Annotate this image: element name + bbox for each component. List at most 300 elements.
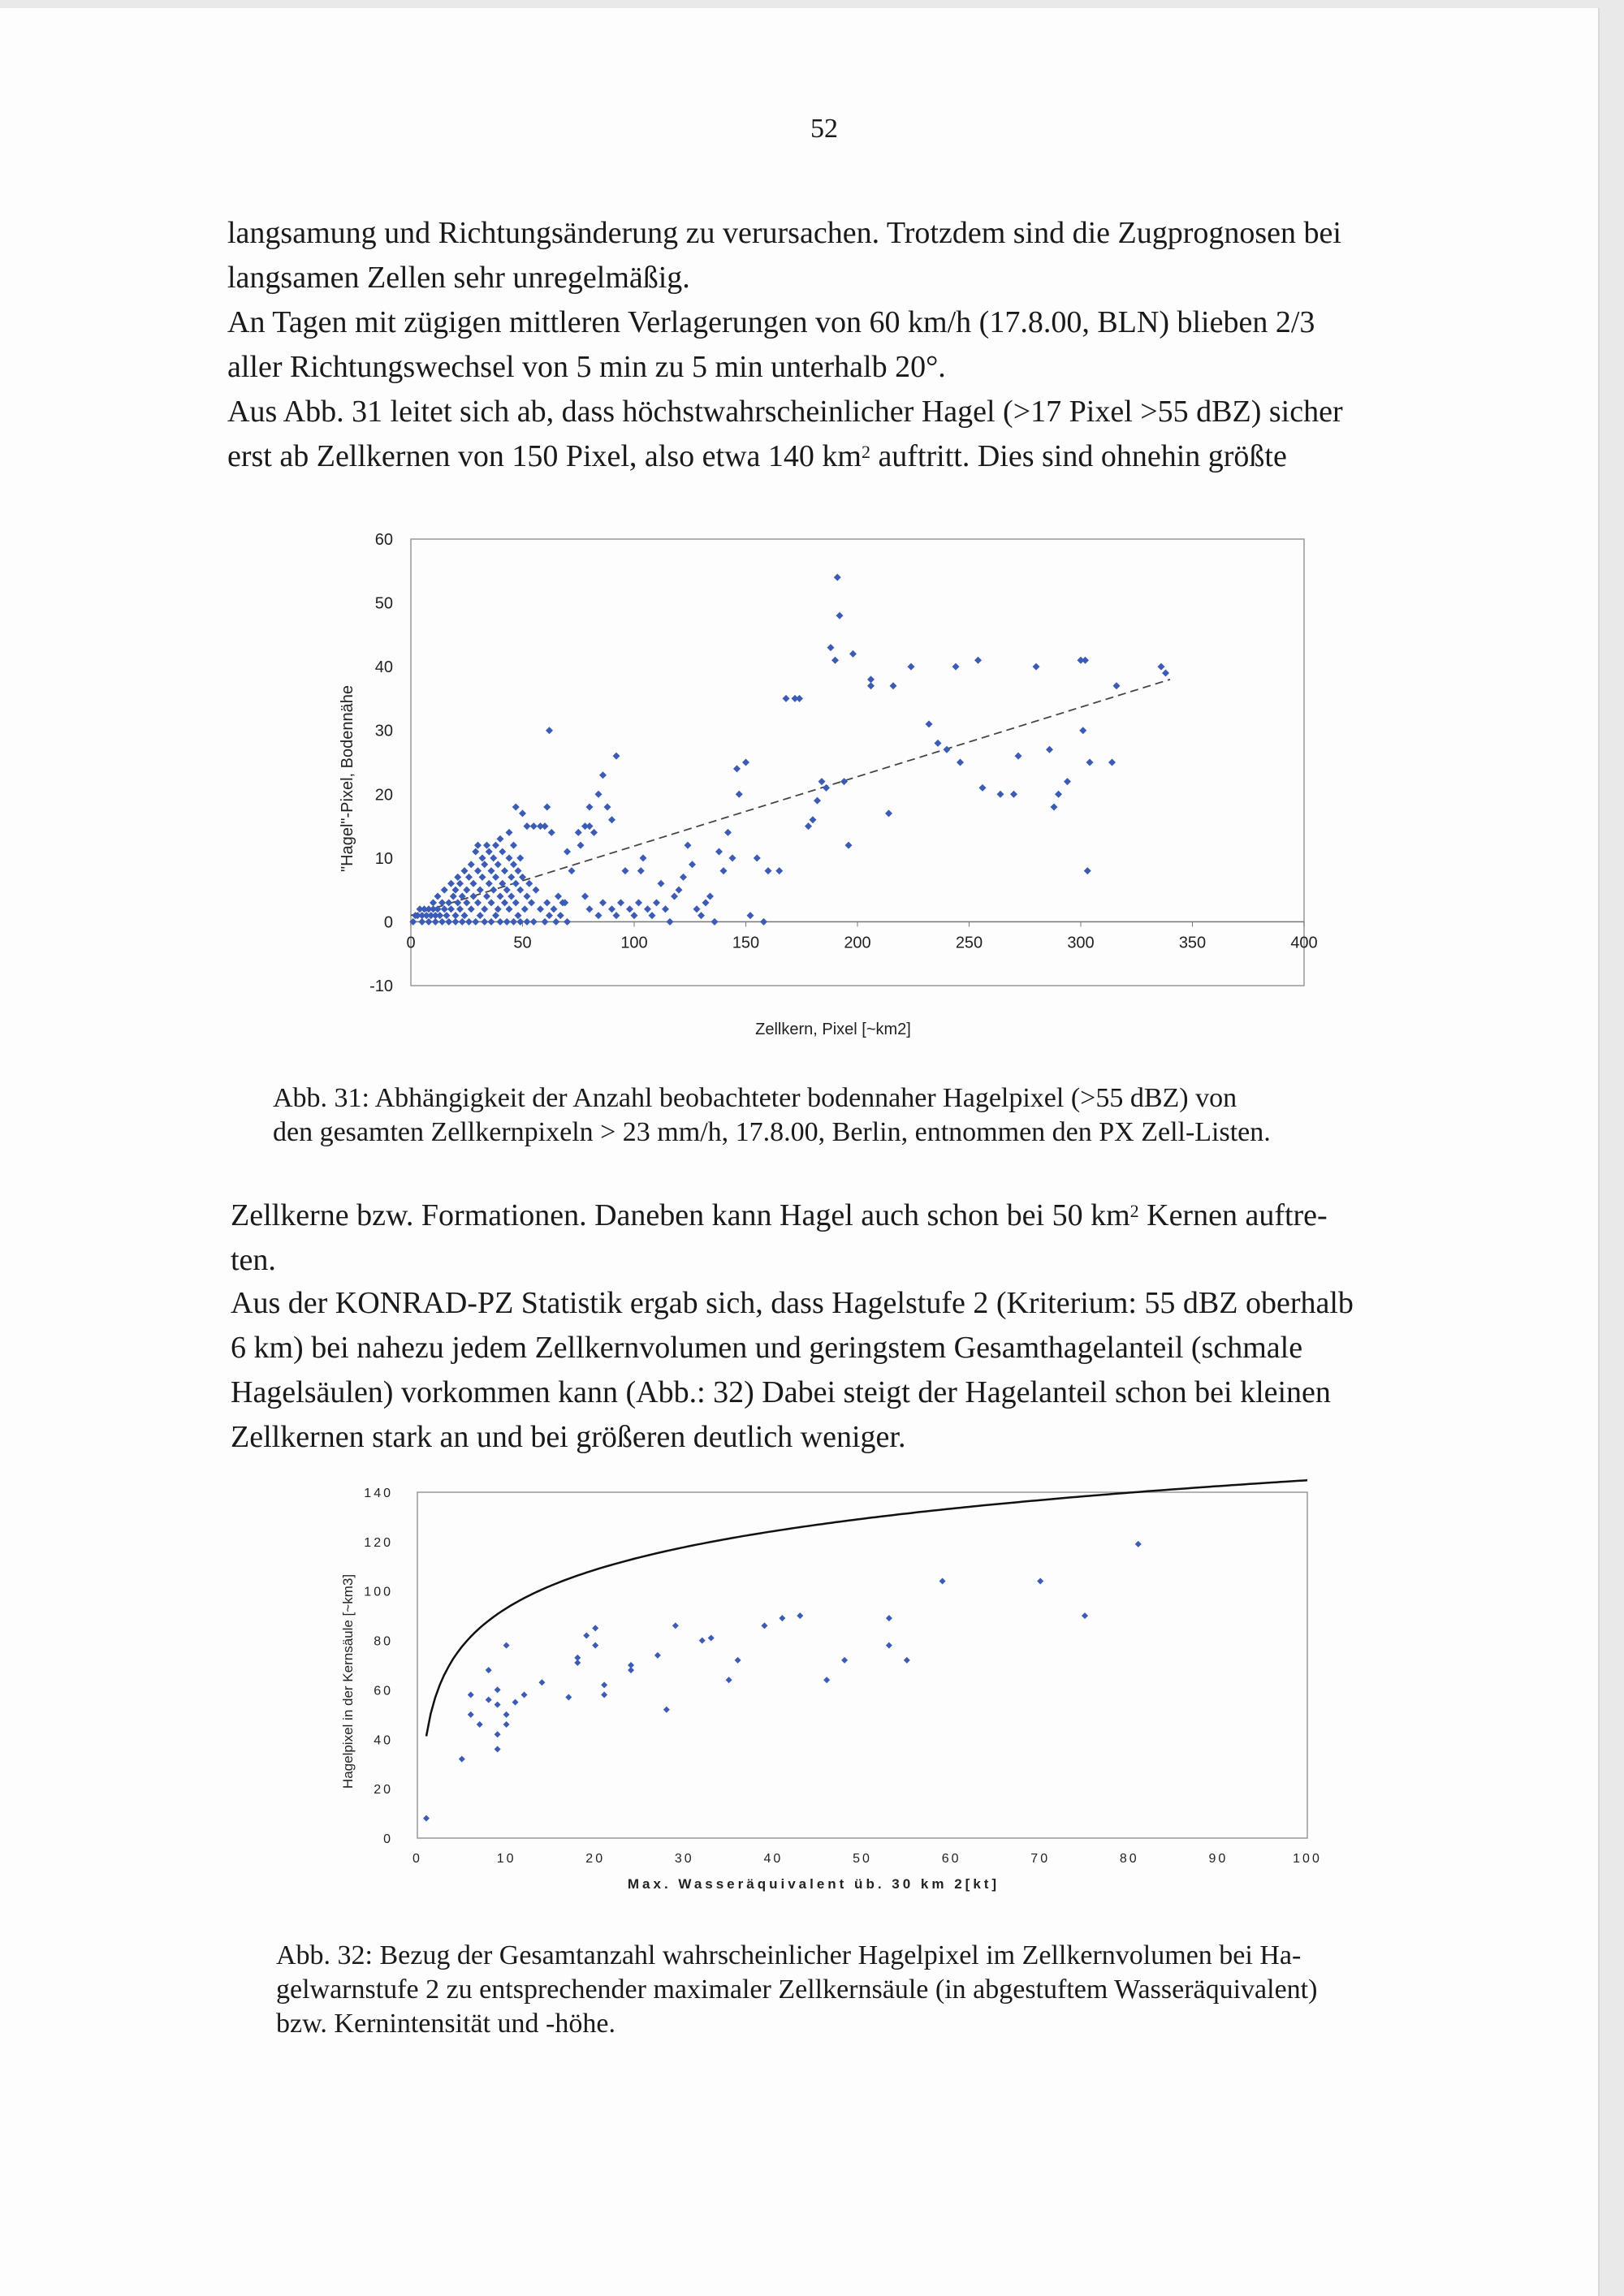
data-point [477,1721,483,1728]
data-point [486,1667,492,1673]
paragraph-4 [231,1193,1432,1283]
data-point [481,918,488,926]
data-point [693,905,701,913]
text-line: gelwarnstufe 2 zu entsprechender maximaler Zellkernsäule (in abgestuftem Wasseräquivalent) [276,1974,1318,2005]
data-point [495,861,502,868]
data-point [546,912,553,919]
data-point [698,912,705,919]
data-point [510,861,517,868]
data-point [827,644,835,651]
data-point [552,918,559,926]
data-point [423,1815,430,1822]
data-point [468,1711,474,1718]
data-point [479,854,486,861]
data-point [783,695,790,702]
data-point [805,822,812,830]
data-point [1046,746,1053,753]
y-tick-label: 10 [374,849,393,868]
data-point [1064,778,1071,785]
data-point [501,867,508,874]
x-tick-label: 100 [620,934,648,952]
data-point [516,887,524,894]
data-point [445,918,452,926]
data-point [508,893,515,900]
data-point [867,682,875,689]
data-point [890,682,897,689]
data-point [735,1657,741,1664]
data-point [495,905,502,913]
data-point [760,918,767,926]
data-point [495,1746,501,1752]
data-point [775,867,783,874]
data-point [586,905,594,913]
data-point [506,905,513,913]
data-point [957,759,964,766]
data-point [599,899,607,906]
x-tick-label: 100 [1293,1852,1322,1866]
data-point [495,1731,501,1737]
data-point [447,905,455,913]
data-point [486,848,493,856]
data-point [510,918,517,926]
data-point [667,918,674,926]
data-point [761,1622,767,1629]
data-point [501,899,508,906]
text-line: 6 km) bei nahezu jedem Zellkernvolumen und geringstem Gesamthagelanteil (schmale [231,1331,1303,1365]
data-point [472,918,479,926]
data-point [461,912,469,919]
y-tick-label: 20 [374,786,393,805]
data-point [797,1612,803,1619]
data-point [564,918,571,926]
data-point [530,822,538,830]
data-point [586,804,594,811]
data-point [499,848,506,856]
data-point [425,918,433,926]
text-line: bzw. Kernintensität und -höhe. [276,2009,615,2039]
data-point [1037,1578,1043,1585]
data-point [836,612,844,619]
text-line: An Tagen mit zügigen mittleren Verlagerungen von 60 km/h (17.8.00, BLN) blieben 2/3 [227,305,1315,339]
data-point [438,899,446,906]
paragraph-3 [227,390,1429,479]
data-point [577,842,585,849]
data-point [488,899,495,906]
data-point [613,912,620,919]
data-point [592,1625,598,1631]
data-point [565,1694,572,1701]
data-point [601,1681,607,1688]
data-point [1135,1541,1142,1547]
caption-figure-32 [276,1939,1437,2041]
data-point [503,1711,510,1718]
x-tick-label: 300 [1067,934,1095,952]
data-point [512,899,520,906]
data-point [479,874,486,881]
data-point [454,899,461,906]
data-point [637,867,645,874]
data-point [430,899,437,906]
data-point [663,1707,670,1713]
x-tick-label: 150 [732,934,760,952]
data-point [468,1692,474,1698]
data-point [997,791,1004,798]
data-point [676,887,683,894]
data-point [447,880,455,887]
data-point [823,1677,830,1683]
data-point [436,912,443,919]
data-point [658,880,665,887]
data-point [617,899,624,906]
data-point [463,899,470,906]
y-tick-label: 30 [374,722,393,740]
data-point [715,848,723,856]
data-point [492,874,499,881]
data-point [543,804,551,811]
data-point [486,880,493,887]
data-point [926,720,933,727]
data-point [492,842,499,849]
data-point [908,663,915,671]
data-point [736,791,743,798]
data-point [626,905,633,913]
data-point [530,918,538,926]
x-axis-label: Max. Wasseräquivalent üb. 30 km 2[kt] [627,1876,1000,1892]
data-point [542,918,549,926]
data-point [483,842,490,849]
data-point [653,899,660,906]
data-point [432,918,439,926]
x-tick-label: 50 [853,1852,872,1866]
y-tick-label: 40 [374,658,393,677]
x-tick-label: 40 [763,1852,784,1866]
data-point [1055,791,1062,798]
data-point [935,740,942,747]
data-point [441,887,448,894]
x-tick-label: 400 [1290,934,1318,952]
data-point [503,1642,510,1649]
data-point [521,1692,528,1698]
data-point [524,893,531,900]
data-point [1079,727,1086,734]
text-line: Abb. 31: Abhängigkeit der Anzahl beobachteter bodennaher Hagelpixel (>55 dBZ) von [273,1083,1237,1113]
text-line: langsamung und Richtungsänderung zu verursachen. Trotzdem sind die Zugprognosen bei [227,216,1341,250]
figure-31-chart [325,520,1413,1039]
data-point [886,1615,892,1621]
data-point [845,842,853,849]
text-line: Aus Abb. 31 leitet sich ab, dass höchstwahrscheinlicher Hagel (>17 Pixel >55 dBZ) sicher [227,395,1343,429]
data-point [886,1642,892,1649]
data-point [754,854,761,861]
data-point [601,1692,607,1698]
data-point [649,912,656,919]
text-line: langsamen Zellen sehr unregelmäßig. [227,261,690,295]
data-point [438,918,446,926]
data-point [477,912,484,919]
data-point [461,867,469,874]
data-point [506,829,513,836]
data-point [454,874,461,881]
data-point [742,759,749,766]
data-point [1015,753,1022,760]
data-point [474,867,482,874]
text-line: Abb. 32: Bezug der Gesamtanzahl wahrscheinlicher Hagelpixel im Zellkernvolumen bei Ha- [276,1940,1302,1970]
x-tick-label: 50 [513,934,532,952]
text-line: aller Richtungswechsel von 5 min zu 5 min unterhalb 20°. [227,350,946,384]
data-point [524,822,531,830]
data-point [490,887,497,894]
data-point [867,675,875,683]
data-point [1051,804,1058,811]
data-point [613,753,620,760]
data-point [542,822,549,830]
paragraph-2 [227,300,1429,390]
data-point [524,918,531,926]
data-point [733,765,741,772]
data-point [555,893,562,900]
data-point [640,854,647,861]
data-point [506,854,513,861]
data-point [452,912,460,919]
data-point [944,746,951,753]
y-tick-label: 40 [374,1733,393,1748]
text-line: Aus der KONRAD-PZ Statistik ergab sich, dass Hagelstufe 2 (Kriterium: 55 dBZ oberhalb [231,1286,1354,1320]
data-point [481,861,488,868]
data-point [689,861,696,868]
data-point [595,912,603,919]
data-point [608,905,615,913]
y-tick-label: 60 [374,1684,393,1698]
data-point [595,791,603,798]
trend-line [411,680,1170,916]
data-point [590,829,598,836]
data-point [635,899,642,906]
data-point [765,867,772,874]
y-axis-label: "Hagel"-Pixel, Bodennähe [339,685,356,872]
data-point [729,854,736,861]
y-tick-label: 20 [374,1783,393,1798]
data-point [568,867,576,874]
data-point [747,912,754,919]
data-point [472,848,479,856]
data-point [702,899,710,906]
text-line: Zellkerne bzw. Formationen. Daneben kann Hagel auch schon bei 50 $km^2$ Kernen auftre- [231,1198,1328,1232]
y-tick-label: 0 [383,1832,393,1846]
data-point [779,1615,785,1621]
text-line: Zellkernen stark an und bei größeren deutlich weniger. [231,1420,906,1454]
data-point [519,809,526,817]
data-point [631,912,638,919]
data-point [488,867,495,874]
data-point [543,899,551,906]
data-point [654,1652,661,1659]
y-tick-label: 140 [364,1487,393,1500]
data-point [1108,759,1116,766]
data-point [1086,759,1094,766]
data-point [418,918,425,926]
data-point [1082,657,1089,664]
data-point [706,893,714,900]
data-point [574,1655,581,1661]
data-point [477,887,484,894]
data-point [533,887,540,894]
trend-line [426,1480,1307,1736]
data-point [465,874,473,881]
data-point [490,854,497,861]
data-point [538,1679,545,1685]
x-tick-label: 70 [1030,1852,1051,1866]
y-tick-label: 50 [374,594,393,613]
data-point [452,918,460,926]
data-point [548,829,555,836]
data-point [720,867,728,874]
data-point [831,657,839,664]
text-line: Hagelsäulen) vorkommen kann (Abb.: 32) Dabei steigt der Hagelanteil schon bei kleinen [231,1375,1331,1409]
data-point [796,695,803,702]
data-point [483,893,490,900]
x-tick-label: 80 [1119,1852,1139,1866]
x-tick-label: 200 [844,934,871,952]
data-point [581,893,589,900]
data-point [974,657,982,664]
x-tick-label: 30 [674,1852,694,1866]
data-point [726,1677,732,1683]
data-point [939,1578,946,1585]
data-point [512,880,520,887]
text-line: erst ab Zellkernen von 150 Pixel, also etwa 140 $km^2$ auftritt. Dies sind ohnehin größte [227,439,1287,473]
data-point [525,880,533,887]
data-point [495,1702,501,1708]
data-point [512,1699,519,1706]
y-tick-label: 100 [364,1585,393,1599]
data-point [537,905,544,913]
data-point [468,861,475,868]
data-point [1113,682,1121,689]
data-point [849,650,857,658]
data-point [450,893,457,900]
data-point [503,887,511,894]
text-line: ten. [231,1243,276,1277]
data-point [443,912,451,919]
data-point [497,918,504,926]
data-point [1033,663,1040,671]
data-point [459,918,466,926]
x-tick-label: 60 [941,1852,961,1866]
x-tick-label: 90 [1208,1852,1229,1866]
data-point [452,887,460,894]
caption-figure-31 [273,1081,1377,1150]
data-point [685,842,692,849]
data-point [708,1635,715,1642]
data-point [628,1662,634,1668]
data-point [481,905,488,913]
data-point [528,899,535,906]
data-point [1010,791,1017,798]
data-point [445,899,452,906]
y-axis-label: Hagelpixel in der Kernsäule [~km3] [340,1573,356,1789]
x-tick-label: 0 [406,934,416,952]
paragraph-1 [227,211,1429,300]
x-tick-label: 350 [1178,934,1207,952]
paragraph-5 [231,1281,1432,1460]
data-point [474,842,482,849]
data-point [521,905,529,913]
data-point [508,874,515,881]
y-tick-label: 0 [383,913,393,932]
data-point [1162,670,1169,677]
data-point [952,663,960,671]
figure-32-chart [325,1478,1372,1892]
y-tick-label: 60 [374,531,393,549]
data-point [680,874,687,881]
data-point [470,880,477,887]
data-point [503,918,511,926]
data-point [810,816,817,823]
data-point [592,1642,598,1649]
data-point [456,905,464,913]
data-point [662,905,669,913]
data-point [557,912,564,919]
x-tick-label: 0 [412,1852,422,1866]
data-point [586,822,594,830]
data-point [834,574,841,581]
data-point [434,893,442,900]
data-point [503,1721,510,1728]
data-point [575,829,582,836]
data-point [516,854,524,861]
x-tick-label: 10 [496,1852,516,1866]
data-point [551,905,558,913]
data-point [465,918,473,926]
data-point [604,804,611,811]
data-point [599,771,607,779]
data-point [546,727,553,734]
data-point [474,899,482,906]
data-point [456,880,464,887]
data-point [486,1697,492,1703]
data-point [463,887,470,894]
data-point [1158,663,1165,671]
data-point [515,912,522,919]
data-point [468,905,475,913]
data-point [459,1756,465,1763]
data-point [515,867,522,874]
data-point [671,893,678,900]
page-number: 52 [810,114,838,144]
text-line: den gesamten Zellkernpixeln > 23 mm/h, 17.8.00, Berlin, entnommen den PX Zell-Listen. [273,1117,1271,1147]
data-point [644,905,651,913]
data-point [979,784,987,792]
data-point [840,778,848,785]
x-tick-label: 250 [955,934,983,952]
data-point [622,867,629,874]
y-tick-label: 120 [364,1535,393,1550]
data-point [564,848,571,856]
data-point [699,1638,706,1644]
y-tick-label: 80 [374,1634,393,1649]
data-point [497,893,504,900]
data-point [608,816,615,823]
data-point [492,912,499,919]
data-point [510,842,517,849]
data-point [818,778,826,785]
data-point [512,804,520,811]
data-point [841,1657,848,1664]
data-point [583,1632,590,1638]
data-point [1082,1612,1088,1619]
data-point [495,1686,501,1693]
plot-area [417,1492,1307,1838]
